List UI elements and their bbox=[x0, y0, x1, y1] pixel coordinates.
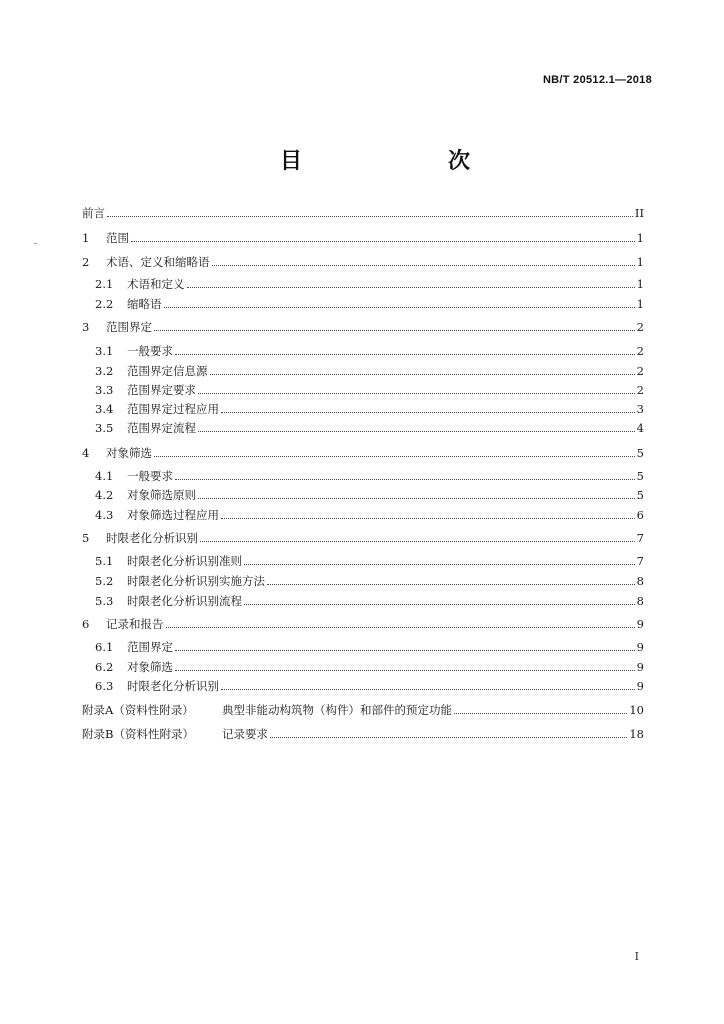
toc-entry-number: 3.4 bbox=[95, 402, 114, 416]
toc-entry-number: 2.1 bbox=[95, 277, 114, 291]
toc-entry[interactable] bbox=[95, 594, 644, 608]
toc-entry-label: 术语、定义和缩略语 bbox=[106, 255, 210, 269]
toc-entry-page: 2 bbox=[636, 320, 644, 334]
toc-entry-number: 5.2 bbox=[95, 574, 114, 588]
toc-entry-page: 1 bbox=[636, 231, 644, 245]
toc-leader-dots bbox=[107, 215, 633, 217]
toc-entry[interactable] bbox=[82, 446, 644, 460]
toc-entry-number: 4 bbox=[82, 446, 90, 460]
toc-entry-number: 附录A（资料性附录） bbox=[82, 703, 194, 717]
toc-entry-number: 6.1 bbox=[95, 640, 114, 654]
toc-entry-label: 时限老化分析识别 bbox=[106, 531, 198, 545]
toc-entry[interactable] bbox=[95, 421, 644, 435]
toc-leader-dots bbox=[166, 626, 635, 628]
toc-leader-dots bbox=[200, 540, 635, 542]
toc-entry-page: 1 bbox=[636, 255, 644, 269]
toc-leader-dots bbox=[212, 264, 635, 266]
toc-entry-page: 1 bbox=[636, 297, 644, 311]
toc-entry-page: 9 bbox=[636, 640, 644, 654]
toc-entry-page: 8 bbox=[636, 574, 644, 588]
toc-entry[interactable] bbox=[95, 469, 644, 483]
toc-entry-label: 对象筛选 bbox=[106, 446, 152, 460]
toc-entry-page: 10 bbox=[629, 703, 644, 717]
toc-entry-label: 对象筛选过程应用 bbox=[127, 508, 219, 522]
toc-entry-number: 4.1 bbox=[95, 469, 114, 483]
toc-leader-dots bbox=[175, 478, 635, 480]
toc-leader-dots bbox=[267, 583, 635, 585]
toc-entry[interactable] bbox=[95, 508, 644, 522]
toc-entry-label: 范围界定过程应用 bbox=[127, 402, 219, 416]
toc-entry[interactable] bbox=[95, 488, 644, 502]
toc-entry[interactable] bbox=[95, 574, 644, 588]
toc-leader-dots bbox=[221, 411, 635, 413]
toc-entry-page: 4 bbox=[636, 421, 644, 435]
toc-entry-label: 对象筛选 bbox=[127, 660, 173, 674]
toc-entry-number: 6 bbox=[82, 617, 90, 631]
toc-entry-number: 3.1 bbox=[95, 344, 114, 358]
toc-entry-number: 5.3 bbox=[95, 594, 114, 608]
standard-code: NB/T 20512.1—2018 bbox=[542, 74, 652, 86]
toc-entry[interactable] bbox=[95, 297, 644, 311]
page-number: I bbox=[634, 950, 639, 963]
toc-entry-number: 4.3 bbox=[95, 508, 114, 522]
toc-entry-number: 5 bbox=[82, 531, 90, 545]
toc-entry-page: 6 bbox=[636, 508, 644, 522]
toc-entry-label: 一般要求 bbox=[127, 469, 173, 483]
toc-entry-number: 附录B（资料性附录） bbox=[82, 727, 194, 741]
toc-entry[interactable] bbox=[82, 231, 644, 245]
toc-entry[interactable] bbox=[82, 617, 644, 631]
toc-entry-label: 范围界定 bbox=[106, 320, 152, 334]
toc-leader-dots bbox=[164, 306, 635, 308]
toc-leader-dots bbox=[175, 649, 635, 651]
toc-entry-page: 8 bbox=[636, 594, 644, 608]
toc-entry-page: 2 bbox=[636, 344, 644, 358]
toc-entry-number: 3.2 bbox=[95, 364, 114, 378]
toc-entry-label: 对象筛选原则 bbox=[127, 488, 196, 502]
toc-entry[interactable] bbox=[95, 364, 644, 378]
toc-entry[interactable] bbox=[95, 383, 644, 397]
toc-leader-dots bbox=[154, 455, 635, 457]
toc-leader-dots bbox=[198, 392, 635, 394]
toc-entry-page: 5 bbox=[636, 446, 644, 460]
toc-leader-dots bbox=[454, 712, 627, 714]
toc-entry-page: 18 bbox=[629, 727, 644, 741]
toc-entry-page: 7 bbox=[636, 531, 644, 545]
toc-entry-number: 1 bbox=[82, 231, 90, 245]
page-title: 目 次 bbox=[279, 149, 504, 174]
toc-leader-dots bbox=[244, 603, 635, 605]
toc-entry-number: 2.2 bbox=[95, 297, 114, 311]
toc-entry-number: 6.3 bbox=[95, 679, 114, 693]
toc-entry[interactable] bbox=[95, 277, 644, 291]
toc-entry[interactable] bbox=[82, 727, 644, 741]
toc-entry-page: 9 bbox=[636, 617, 644, 631]
toc-entry-label: 范围界定流程 bbox=[127, 421, 196, 435]
toc-entry[interactable] bbox=[95, 402, 644, 416]
toc-entry-number: 2 bbox=[82, 255, 90, 269]
toc-entry-label: 范围界定要求 bbox=[127, 383, 196, 397]
toc-entry-page: 1 bbox=[636, 277, 644, 291]
toc-leader-dots bbox=[175, 353, 635, 355]
toc-entry-page: 5 bbox=[636, 469, 644, 483]
toc-entry-page: 9 bbox=[636, 660, 644, 674]
toc-leader-dots bbox=[210, 373, 635, 375]
toc-entry-label: 范围界定信息源 bbox=[127, 364, 208, 378]
toc-entry-label: 时限老化分析识别 bbox=[127, 679, 219, 693]
toc-leader-dots bbox=[187, 286, 635, 288]
toc-entry[interactable] bbox=[82, 255, 644, 269]
toc-leader-dots bbox=[198, 430, 635, 432]
toc-entry-page: 9 bbox=[636, 679, 644, 693]
toc-entry-page: 5 bbox=[636, 488, 644, 502]
toc-leader-dots bbox=[175, 669, 635, 671]
toc-entry-page: 7 bbox=[636, 554, 644, 568]
toc-entry[interactable] bbox=[82, 206, 644, 220]
toc-entry-page: II bbox=[634, 206, 644, 220]
toc-leader-dots bbox=[244, 563, 635, 565]
toc-entry[interactable] bbox=[95, 640, 644, 654]
toc-entry-label: 缩略语 bbox=[127, 297, 162, 311]
toc-leader-dots bbox=[198, 497, 635, 499]
toc-entry-label: 前言 bbox=[82, 206, 105, 220]
toc-entry-label: 典型非能动构筑物（构件）和部件的预定功能 bbox=[222, 703, 452, 717]
toc-entry-label: 时限老化分析识别流程 bbox=[127, 594, 242, 608]
toc-entry-number: 6.2 bbox=[95, 660, 114, 674]
toc-entry-label: 记录要求 bbox=[222, 727, 268, 741]
toc-entry-label: 范围 bbox=[106, 231, 129, 245]
toc-entry-label: 时限老化分析识别实施方法 bbox=[127, 574, 265, 588]
toc-entry-label: 时限老化分析识别准则 bbox=[127, 554, 242, 568]
toc-entry-number: 3.3 bbox=[95, 383, 114, 397]
toc-entry-page: 2 bbox=[636, 364, 644, 378]
toc-entry[interactable] bbox=[82, 703, 644, 717]
toc-entry[interactable] bbox=[82, 320, 644, 334]
toc-entry-number: 3 bbox=[82, 320, 90, 334]
toc-entry-label: 记录和报告 bbox=[106, 617, 164, 631]
toc-entry-label: 一般要求 bbox=[127, 344, 173, 358]
toc-entry[interactable] bbox=[95, 344, 644, 358]
toc-entry-page: 3 bbox=[636, 402, 644, 416]
toc-leader-dots bbox=[154, 329, 635, 331]
toc-entry-label: 术语和定义 bbox=[127, 277, 185, 291]
toc-leader-dots bbox=[221, 688, 635, 690]
toc-entry-page: 2 bbox=[636, 383, 644, 397]
toc-entry-label: 范围界定 bbox=[127, 640, 173, 654]
toc-entry-number: 4.2 bbox=[95, 488, 114, 502]
toc-entry-number: 5.1 bbox=[95, 554, 114, 568]
toc-entry[interactable] bbox=[95, 679, 644, 693]
toc-entry[interactable] bbox=[95, 660, 644, 674]
toc-entry[interactable] bbox=[82, 531, 644, 545]
toc-entry[interactable] bbox=[95, 554, 644, 568]
toc-leader-dots bbox=[270, 736, 627, 738]
toc-leader-dots bbox=[131, 240, 635, 242]
toc-entry-number: 3.5 bbox=[95, 421, 114, 435]
toc-leader-dots bbox=[221, 517, 635, 519]
